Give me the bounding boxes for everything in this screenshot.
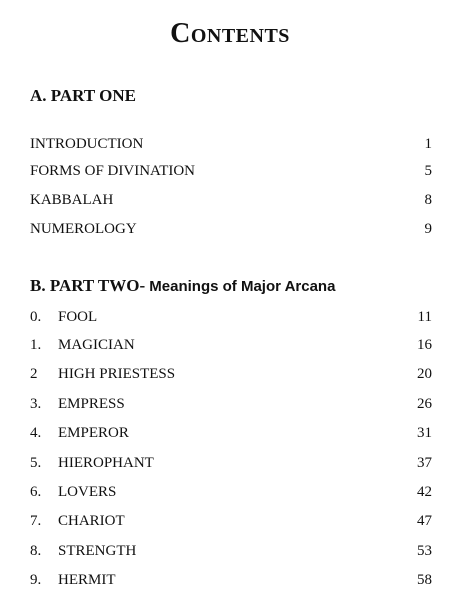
toc-entry xyxy=(30,569,432,591)
toc-entry xyxy=(30,189,432,211)
toc-entry-label: HIEROPHANT xyxy=(58,455,154,471)
toc-entry xyxy=(30,481,432,503)
toc-entry-label: KABBALAH xyxy=(30,192,114,208)
toc-entry-label: HIGH PRIESTESS xyxy=(58,366,176,382)
toc-entry-label: NUMEROLOGY xyxy=(30,221,137,237)
toc-entry xyxy=(30,306,432,328)
toc-entry-page: 20 xyxy=(417,366,432,382)
toc-entry xyxy=(30,510,432,532)
toc-entry-number: 8. xyxy=(30,543,42,559)
toc-entry-label: MAGICIAN xyxy=(58,337,135,353)
part-two-subheading: Meanings of Major Arcana xyxy=(145,278,336,295)
toc-entry-page: 16 xyxy=(417,337,432,353)
toc-entry-number: 2 xyxy=(30,366,38,382)
toc-entry xyxy=(30,540,432,562)
toc-entry-page: 8 xyxy=(424,192,432,208)
toc-entry-page: 53 xyxy=(417,543,432,559)
toc-entry-page: 47 xyxy=(417,513,432,529)
toc-entry-number: 4. xyxy=(30,425,42,441)
toc-entry-label: LOVERS xyxy=(58,484,117,500)
toc-entry xyxy=(30,133,432,155)
toc-entry-label: EMPRESS xyxy=(58,396,125,412)
toc-entry-page: 37 xyxy=(417,455,432,471)
toc-entry-label: HERMIT xyxy=(58,572,116,588)
page-title: Contents xyxy=(170,18,290,49)
toc-entry-label: CHARIOT xyxy=(58,513,125,529)
toc-entry-page: 31 xyxy=(417,425,432,441)
toc-entry xyxy=(30,160,432,182)
toc-entry-page: 42 xyxy=(417,484,432,500)
toc-entry-page: 9 xyxy=(424,221,432,237)
toc-entry-label: EMPEROR xyxy=(58,425,129,441)
toc-entry-label: INTRODUCTION xyxy=(30,136,144,152)
part-one-heading: A. PART ONE xyxy=(30,86,136,105)
toc-entry-number: 1. xyxy=(30,337,42,353)
toc-entry xyxy=(30,363,432,385)
toc-entry xyxy=(30,393,432,415)
toc-entry-page: 1 xyxy=(424,136,432,152)
toc-entry xyxy=(30,452,432,474)
toc-entry-page: 58 xyxy=(417,572,432,588)
toc-entry-number: 0. xyxy=(30,309,42,325)
toc-entry-number: 3. xyxy=(30,396,42,412)
toc-entry xyxy=(30,422,432,444)
toc-entry-number: 7. xyxy=(30,513,42,529)
toc-entry-page: 5 xyxy=(424,163,432,179)
toc-entry-page: 11 xyxy=(417,309,432,325)
part-two-heading xyxy=(30,276,335,296)
part-two-heading-main: B. PART TWO- xyxy=(30,276,146,295)
toc-entry xyxy=(30,334,432,356)
toc-entry-label: FOOL xyxy=(58,309,98,325)
toc-entry-page: 26 xyxy=(417,396,432,412)
toc-entry-number: 9. xyxy=(30,572,42,588)
toc-entry-label: STRENGTH xyxy=(58,543,137,559)
toc-entry xyxy=(30,218,432,240)
toc-entry-number: 6. xyxy=(30,484,42,500)
toc-entry-label: FORMS OF DIVINATION xyxy=(30,163,196,179)
toc-entry-number: 5. xyxy=(30,455,42,471)
